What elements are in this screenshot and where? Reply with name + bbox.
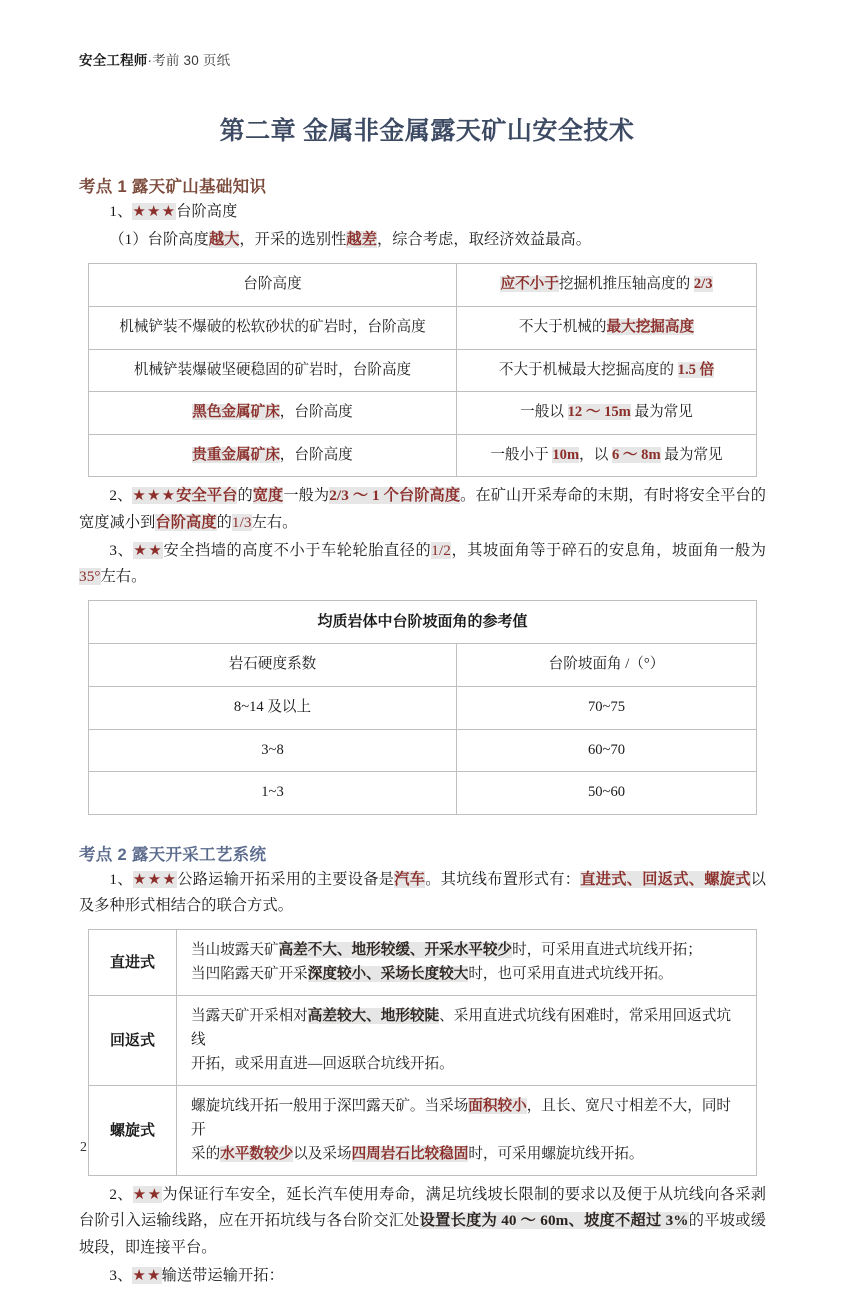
running-head bbox=[79, 48, 766, 69]
t: 左右。 bbox=[100, 567, 147, 585]
description-emphasis-1: 深度较小、采场长度较大 bbox=[307, 965, 469, 982]
cell-hardness: 8~14 及以上 bbox=[89, 686, 457, 729]
running-head-rest: 考前 30 页纸 bbox=[152, 53, 231, 68]
cell-requirement bbox=[457, 349, 757, 392]
description-line-0 bbox=[191, 1095, 744, 1142]
cell-requirement-emphasis-1: 10m bbox=[552, 446, 580, 463]
table-row bbox=[89, 392, 757, 435]
description-text-2: 、采用直进式坑线有困难时，常采用回返式坑线 bbox=[191, 1008, 732, 1049]
t: 输送带运输开拓： bbox=[161, 1266, 284, 1284]
column-header-0: 岩石硬度系数 bbox=[89, 644, 457, 687]
description-text-0: 当凹陷露天矿开采 bbox=[191, 965, 308, 982]
t: 为保证行车安全，延长汽车使用寿命，满足坑线坡长限制的要求以及便于从坑线向各采剥台阶引入运输线路，应在开拓坑线与各台阶交汇处 bbox=[79, 1186, 766, 1230]
cell-requirement-text-2: ，以 bbox=[579, 446, 612, 463]
chapter-title: 第二章 金属非金属露天矿山安全技术 bbox=[219, 118, 635, 145]
cell-condition: 台阶高度 bbox=[89, 264, 457, 307]
description-line-1 bbox=[191, 963, 744, 987]
cell-angle: 70~75 bbox=[457, 686, 757, 729]
t: 一般为 bbox=[283, 487, 330, 505]
cell-requirement-text-0: 不大于机械的 bbox=[518, 318, 607, 335]
emphasis-1: 越大 bbox=[208, 231, 240, 249]
paragraph-s2-item3 bbox=[79, 1263, 766, 1289]
description-text-2: ，且长、宽尺寸相差不大，同时开 bbox=[191, 1098, 732, 1139]
cell-condition bbox=[89, 392, 457, 435]
emphasis-bench-height: 台阶高度 bbox=[155, 513, 217, 531]
table-row bbox=[89, 772, 757, 815]
cell-condition-text-1: ，台阶高度 bbox=[279, 404, 353, 421]
description-text-2: 以及采场 bbox=[293, 1145, 352, 1162]
paragraph-s2-item1 bbox=[79, 867, 766, 919]
running-head-strong: 安全工程师 bbox=[79, 53, 148, 68]
cell-condition-emphasis-0: 黑色金属矿床 bbox=[192, 404, 280, 421]
section-heading-1: 考点 1 露天矿山基础知识 bbox=[79, 178, 267, 196]
cell-form-label: 螺旋式 bbox=[89, 1086, 177, 1176]
item-text: 台阶高度 bbox=[176, 203, 238, 220]
cell-requirement-text-0: 一般小于 bbox=[490, 446, 553, 463]
description-text-0: 开拓，或采用直进—回返联合坑线开拓。 bbox=[191, 1055, 454, 1072]
paragraph-s1-item3 bbox=[79, 538, 766, 590]
description-text-2: 时，也可采用直进式坑线开拓。 bbox=[468, 965, 673, 982]
cell-requirement-emphasis-1: 1.5 倍 bbox=[677, 361, 715, 378]
description-line-1 bbox=[191, 1143, 744, 1167]
list-number: 1、 bbox=[109, 203, 133, 220]
emphasis-length-grade: 设置长度为 40 ～ 60m、坡度不超过 3% bbox=[419, 1212, 689, 1230]
description-line-1 bbox=[191, 1053, 744, 1077]
cell-condition bbox=[89, 434, 457, 477]
table-slope-angle bbox=[88, 600, 757, 815]
description-emphasis-3: 四周岩石比较稳固 bbox=[351, 1145, 469, 1162]
emphasis-one-third: 1/3 bbox=[231, 513, 252, 531]
cell-requirement bbox=[457, 392, 757, 435]
cell-requirement-text-0: 不大于机械最大挖掘高度的 bbox=[498, 361, 678, 378]
description-line-0 bbox=[191, 1005, 744, 1052]
table-caption: 均质岩体中台阶坡面角的参考值 bbox=[89, 601, 757, 644]
running-head-separator: · bbox=[147, 53, 153, 68]
table-bench-height-body bbox=[89, 264, 757, 477]
t: 左右。 bbox=[251, 513, 298, 531]
sub-tail: ，综合考虑，取经济效益最高。 bbox=[376, 231, 592, 249]
t: 的 bbox=[216, 513, 232, 531]
description-emphasis-1: 高差不大、地形较缓、开采水平较少 bbox=[278, 942, 513, 959]
cell-hardness: 1~3 bbox=[89, 772, 457, 815]
table-slope-angle-body bbox=[89, 601, 757, 815]
cell-requirement-emphasis-3: 6 ～ 8m bbox=[611, 446, 661, 463]
list-number: 3、 bbox=[109, 541, 134, 559]
table-row bbox=[89, 930, 757, 996]
table-row bbox=[89, 349, 757, 392]
cell-requirement bbox=[457, 434, 757, 477]
description-text-2: 时，可采用直进式坑线开拓； bbox=[512, 942, 702, 959]
cell-form-description bbox=[177, 996, 757, 1086]
table-row bbox=[89, 264, 757, 307]
cell-form-description bbox=[177, 1086, 757, 1176]
table-caption-row bbox=[89, 601, 757, 644]
t: 。在矿山开采寿命的末期，有时将安全平台的宽度减小到 bbox=[79, 487, 766, 531]
column-header-1: 台阶坡面角 /（°） bbox=[457, 644, 757, 687]
cell-form-label: 回返式 bbox=[89, 996, 177, 1086]
star-rating: ★★★ bbox=[132, 487, 177, 505]
table-row bbox=[89, 306, 757, 349]
cell-requirement-text-2: 最为常见 bbox=[630, 404, 693, 421]
emphasis-ratio: 2/3 ～ 1 个台阶高度 bbox=[329, 487, 461, 505]
cell-angle: 50~60 bbox=[457, 772, 757, 815]
table-row bbox=[89, 686, 757, 729]
cell-requirement-text-1: 挖掘机推压轴高度的 bbox=[558, 276, 694, 293]
cell-condition-emphasis-0: 贵重金属矿床 bbox=[192, 446, 280, 463]
description-emphasis-1: 水平数较少 bbox=[220, 1145, 294, 1162]
description-text-0: 当山坡露天矿 bbox=[191, 942, 279, 959]
t: 安全挡墙的高度不小于车轮轮胎直径的 bbox=[163, 541, 432, 559]
cell-requirement-emphasis-1: 最大挖掘高度 bbox=[606, 318, 695, 335]
t: 的 bbox=[237, 487, 253, 505]
table-bench-height bbox=[88, 263, 757, 477]
sub-prefix: （1）台阶高度 bbox=[109, 231, 209, 249]
description-emphasis-1: 面积较小 bbox=[468, 1098, 527, 1115]
star-rating: ★★ bbox=[132, 1186, 163, 1204]
cell-angle: 60~70 bbox=[457, 729, 757, 772]
star-rating: ★★★ bbox=[132, 203, 177, 220]
cell-form-description bbox=[177, 930, 757, 996]
table-pit-line-forms bbox=[88, 929, 757, 1176]
cell-requirement bbox=[457, 264, 757, 307]
cell-condition: 机械铲装不爆破的松软砂状的矿岩时，台阶高度 bbox=[89, 306, 457, 349]
cell-condition: 机械铲装爆破坚硬稳固的矿岩时，台阶高度 bbox=[89, 349, 457, 392]
page-number: 2 bbox=[80, 1140, 87, 1155]
star-rating: ★★ bbox=[133, 541, 164, 559]
paragraph-s1-item1 bbox=[79, 199, 766, 225]
t: 以及多种形式相结合的联合方式。 bbox=[79, 870, 767, 915]
table-row bbox=[89, 996, 757, 1086]
description-text-0: 采的 bbox=[191, 1145, 221, 1162]
t: 的平坡或缓坡段，即连接平台。 bbox=[79, 1212, 767, 1256]
cell-requirement-text-4: 最为常见 bbox=[660, 446, 723, 463]
cell-form-label: 直进式 bbox=[89, 930, 177, 996]
cell-requirement bbox=[457, 306, 757, 349]
cell-condition-text-1: ，台阶高度 bbox=[279, 446, 353, 463]
cell-requirement-emphasis-1: 12 ～ 15m bbox=[567, 404, 631, 421]
list-number: 2、 bbox=[109, 487, 133, 505]
cell-requirement-emphasis-2: 2/3 bbox=[693, 276, 713, 293]
cell-hardness: 3~8 bbox=[89, 729, 457, 772]
paragraph-s2-item2 bbox=[79, 1182, 766, 1260]
description-text-0: 螺旋坑线开拓一般用于深凹露天矿。当采场 bbox=[191, 1098, 469, 1115]
description-line-0 bbox=[191, 939, 744, 963]
emphasis-safety-platform: 安全平台 bbox=[176, 487, 238, 505]
list-number: 2、 bbox=[109, 1186, 133, 1204]
section-heading-2: 考点 2 露天开采工艺系统 bbox=[79, 845, 267, 864]
cell-requirement-text-0: 一般以 bbox=[520, 404, 568, 421]
emphasis-35-degrees: 35° bbox=[79, 567, 101, 585]
description-text-4: 时，可采用螺旋坑线开拓。 bbox=[468, 1145, 644, 1162]
paragraph-s1-item1-sub bbox=[79, 227, 766, 253]
table-pit-line-forms-body bbox=[89, 930, 757, 1176]
emphasis-truck: 汽车 bbox=[394, 870, 426, 888]
table-row bbox=[89, 434, 757, 477]
emphasis-width: 宽度 bbox=[252, 487, 284, 505]
emphasis-one-half: 1/2 bbox=[431, 541, 451, 559]
list-number: 3、 bbox=[109, 1266, 133, 1284]
cell-requirement-emphasis-0: 应不小于 bbox=[500, 276, 559, 293]
table-row bbox=[89, 1086, 757, 1176]
t: 公路运输开拓采用的主要设备是 bbox=[177, 870, 395, 888]
paragraph-s1-item2 bbox=[79, 483, 766, 535]
t: 。其坑线布置形式有： bbox=[425, 870, 581, 888]
t: ，其坡面角等于碎石的安息角，坡面角一般为 bbox=[450, 541, 767, 559]
description-text-0: 当露天矿开采相对 bbox=[191, 1008, 308, 1025]
emphasis-layout-forms: 直进式、回返式、螺旋式 bbox=[580, 870, 751, 888]
sub-mid: ，开采的选别性 bbox=[239, 231, 347, 249]
emphasis-2: 越差 bbox=[346, 231, 377, 249]
description-emphasis-1: 高差较大、地形较陡 bbox=[307, 1008, 440, 1025]
star-rating: ★★★ bbox=[132, 870, 178, 888]
list-number: 1、 bbox=[109, 870, 133, 888]
table-row bbox=[89, 729, 757, 772]
star-rating: ★★ bbox=[132, 1266, 162, 1284]
table-header-row bbox=[89, 644, 757, 687]
